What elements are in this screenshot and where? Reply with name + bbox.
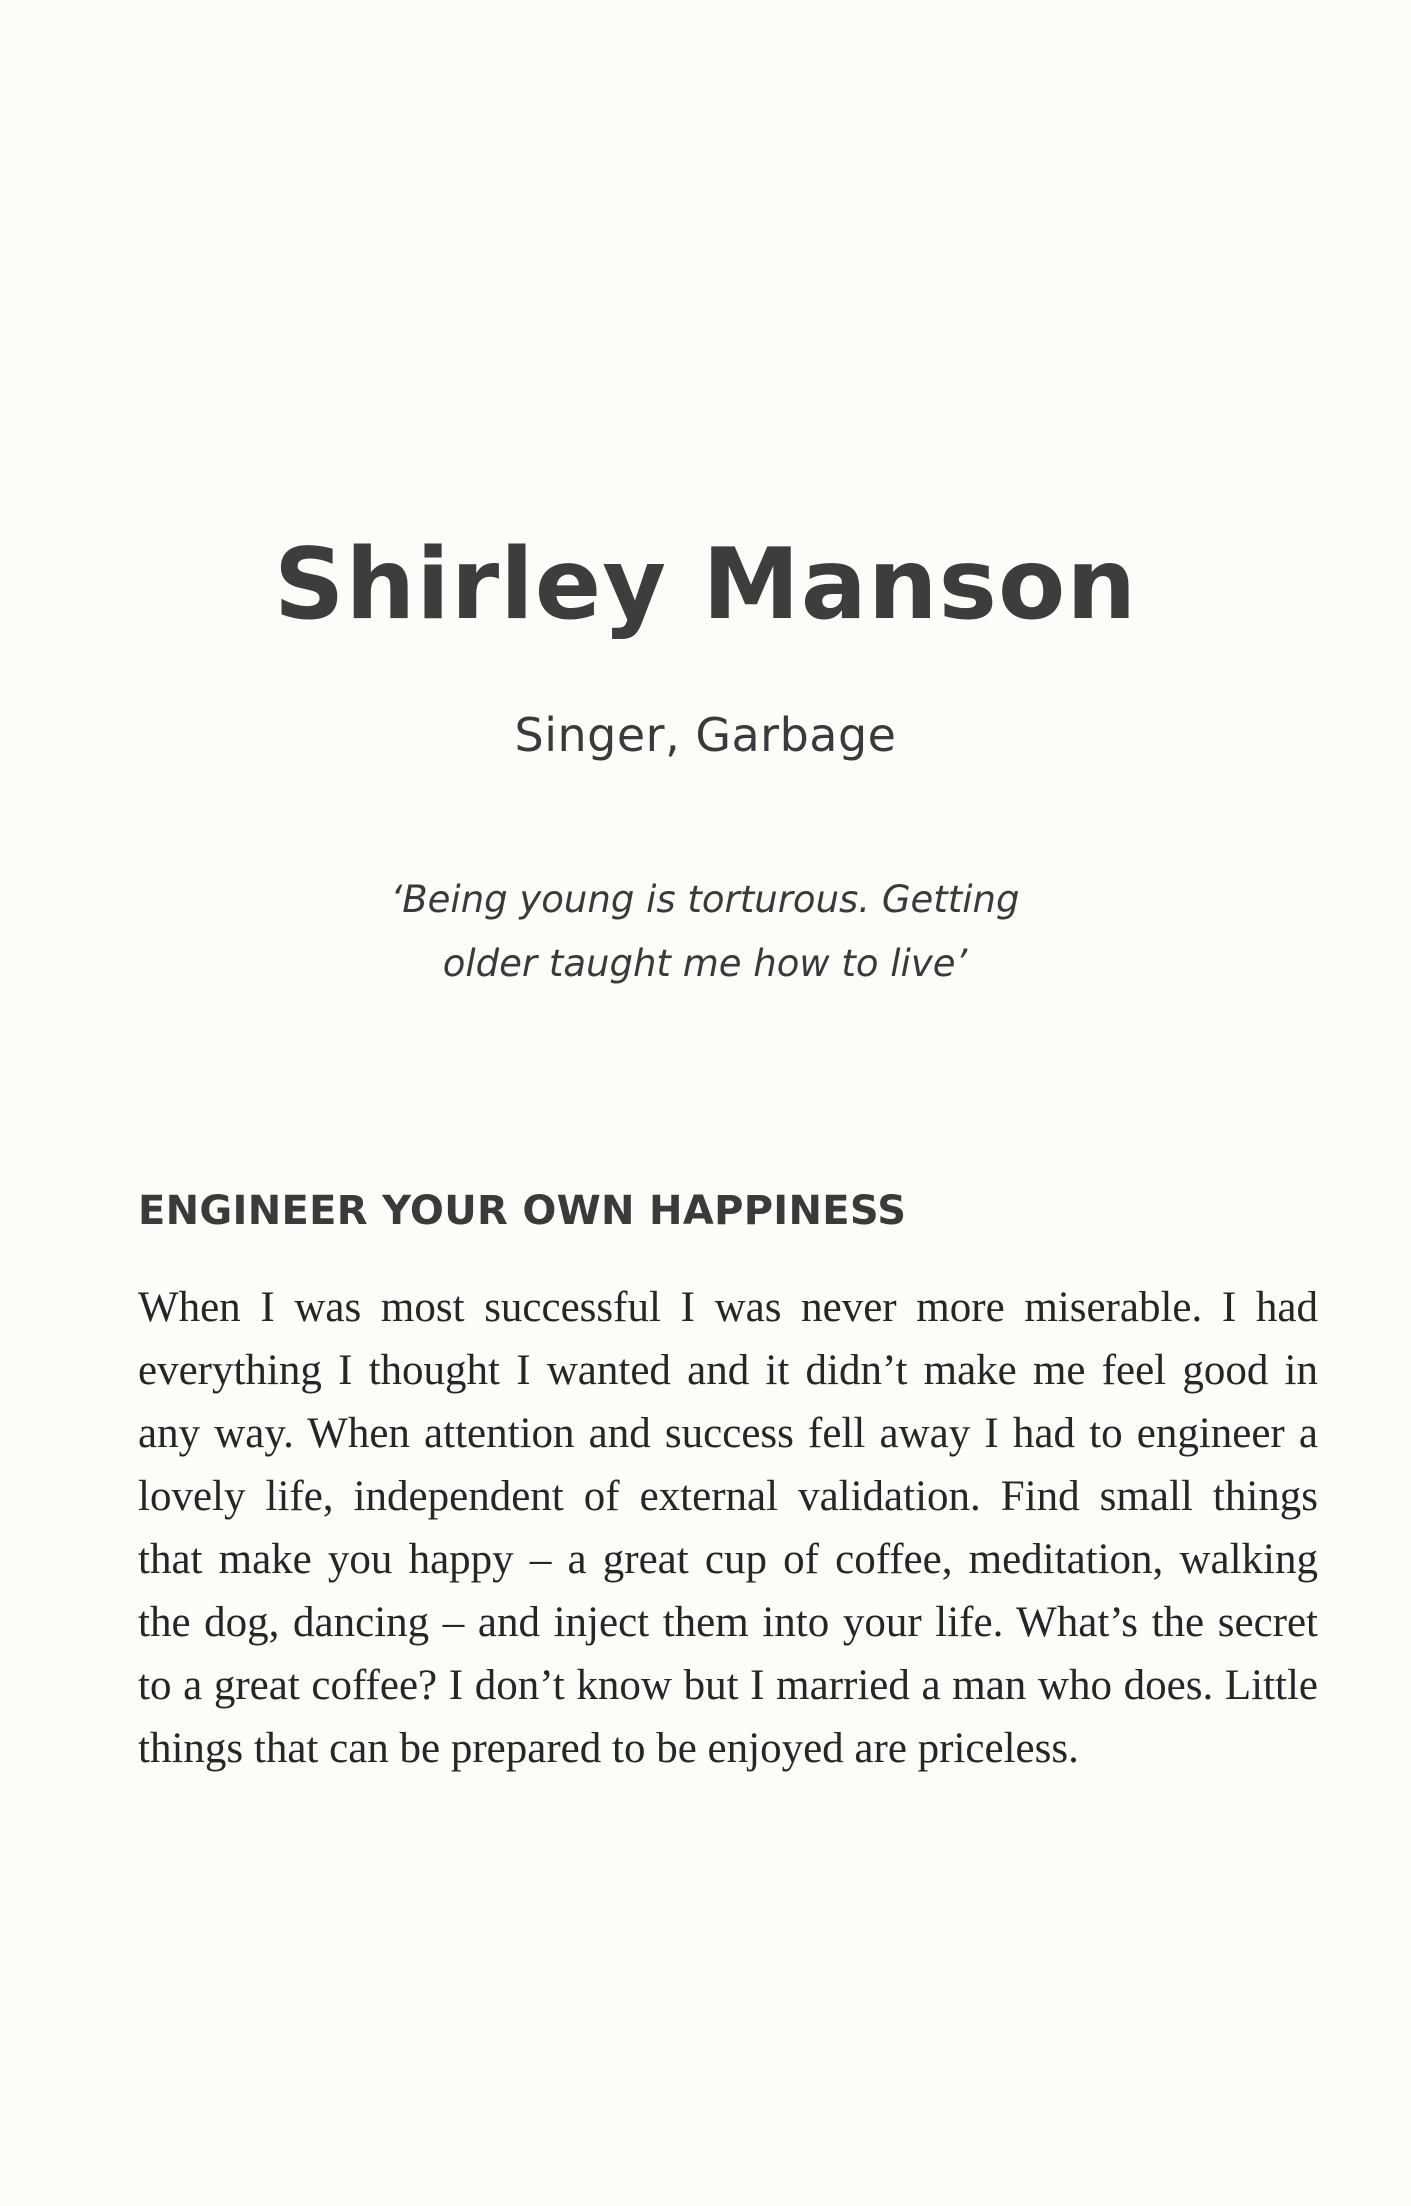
section-heading: ENGINEER YOUR OWN HAPPINESS [138,1188,907,1234]
body-paragraph: When I was most successful I was never more miserable. I had everything I thought I wanted and it didn’t make me feel good in any way. When attention and success fell away I had to engineer a lovely life, independent of external validation. Find small things that make you happy – a great cup of coffee, meditation, walking the dog, dancing – and inject them into your life. What’s the secret to a great coffee? I don’t know but I married a man who does. Little things that can be prepared to be enjoyed are priceless. [138,1284,1318,1772]
pull-quote: ‘Being young is torturous. Getting older taught me how to live’ [390,878,1020,985]
person-role: Singer, Garbage [514,708,897,762]
person-name: Shirley Manson [273,528,1138,642]
